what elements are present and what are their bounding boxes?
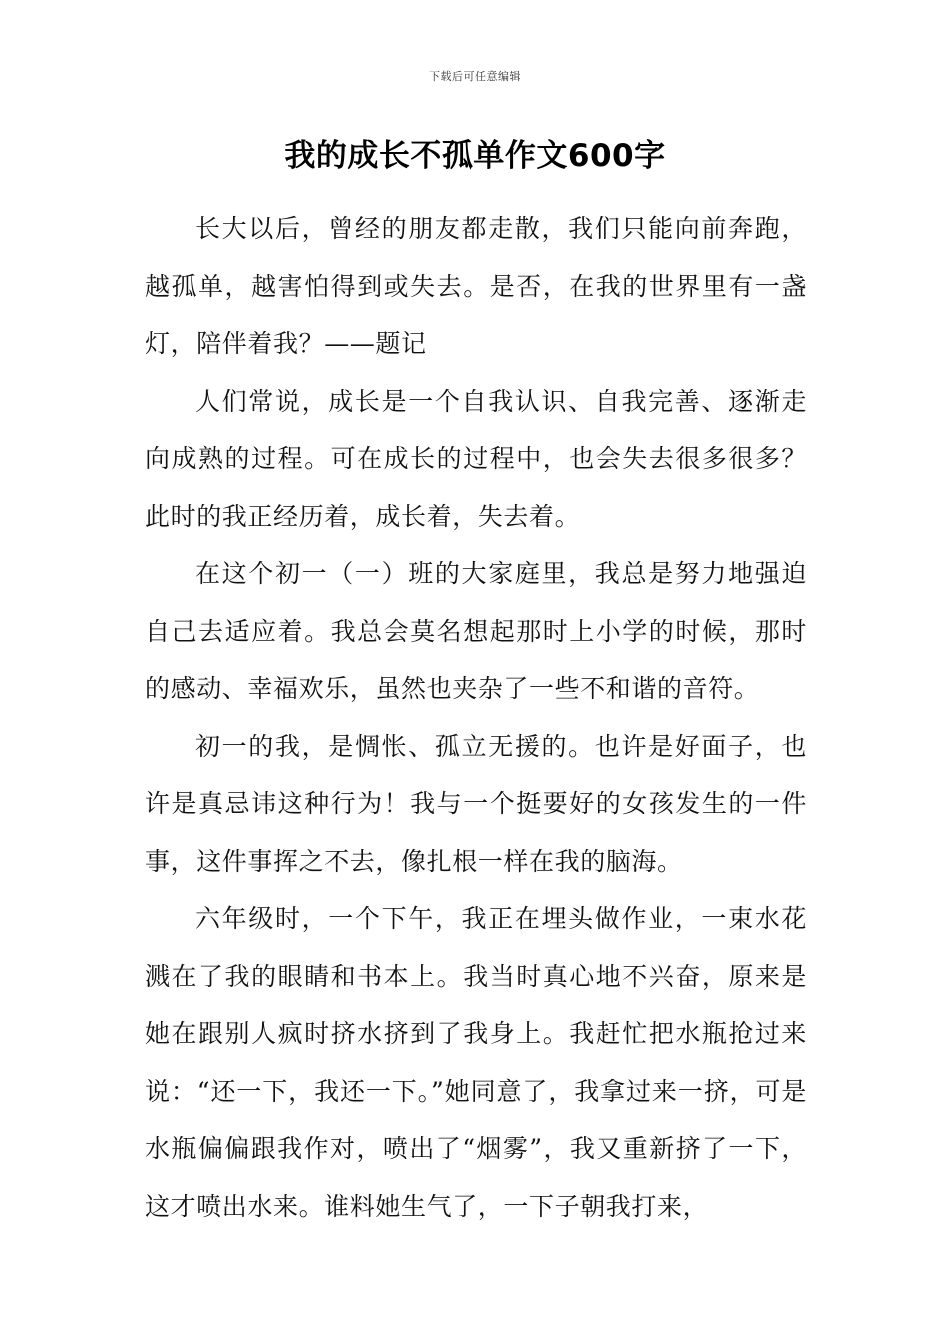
paragraph-3: 在这个初一（一）班的大家庭里，我总是努力地强迫自己去适应着。我总会莫名想起那时上小学的时候，那时的感动、幸福欢乐，虽然也夹杂了一些不和谐的音符。 — [145, 559, 807, 703]
essay-body — [145, 200, 807, 1235]
paragraph-5: 六年级时，一个下午，我正在埋头做作业，一束水花溅在了我的眼睛和书本上。我当时真心地不兴奋，原来是她在跟别人疯时挤水挤到了我身上。我赶忙把水瓶抢过来说：“还一下，我还一下。”她同意了，我拿过来一挤，可是水瓶偏偏跟我作对，喷出了“烟雾”，我又重新挤了一下，这才喷出水来。谁料她生气了，一下子朝我打来， — [145, 904, 807, 1221]
paragraph-1: 长大以后，曾经的朋友都走散，我们只能向前奔跑，越孤单，越害怕得到或失去。是否，在我的世界里有一盏灯，陪伴着我？——题记 — [145, 214, 807, 358]
header-note: 下载后可任意编辑 — [429, 70, 521, 83]
paragraph-2: 人们常说，成长是一个自我认识、自我完善、逐渐走向成熟的过程。可在成长的过程中，也会失去很多很多？此时的我正经历着，成长着，失去着。 — [145, 386, 807, 531]
paragraph-4: 初一的我，是惆怅、孤立无援的。也许是好面子，也许是真忌讳这种行为！我与一个挺要好的女孩发生的一件事，这件事挥之不去，像扎根一样在我的脑海。 — [145, 731, 807, 876]
page-title: 我的成长不孤单作文600字 — [284, 138, 666, 174]
